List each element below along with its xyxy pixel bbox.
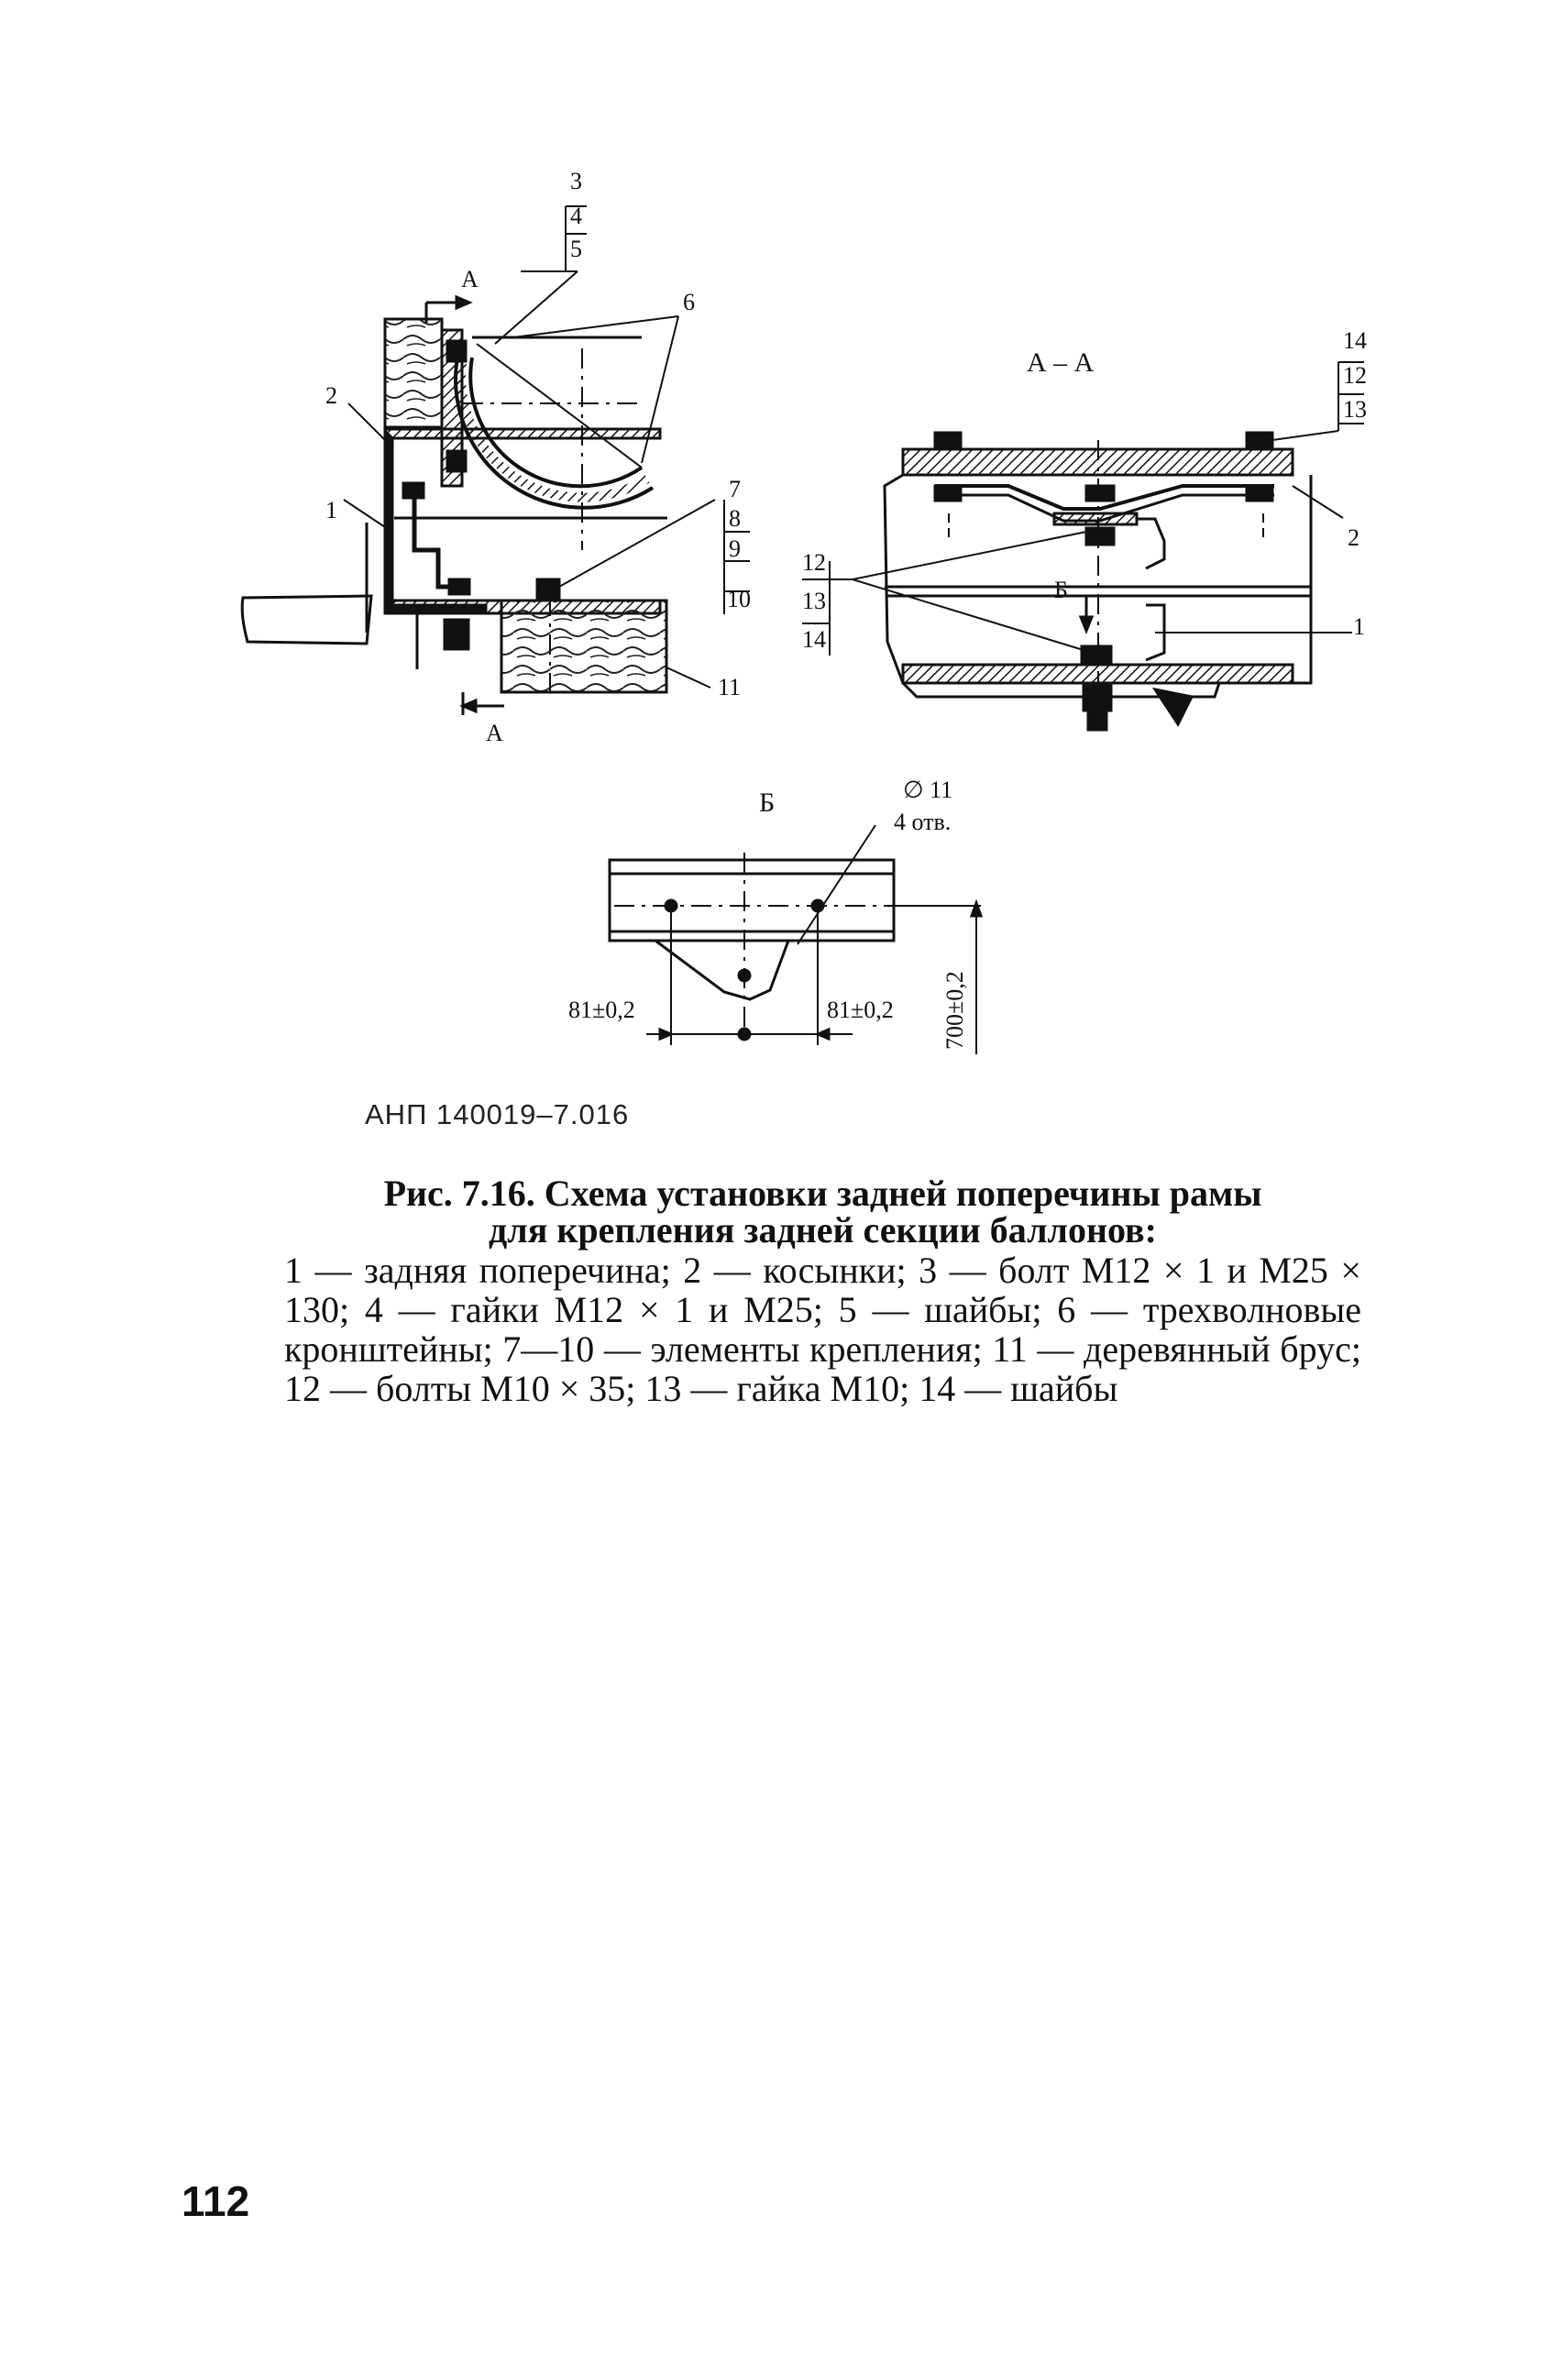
left-callout-13: 13 (802, 588, 826, 614)
callout-3: 3 (570, 168, 582, 194)
aa-callout-14: 14 (1343, 327, 1367, 354)
aa-callout-1: 1 (1353, 613, 1365, 640)
callout-5: 5 (570, 236, 582, 262)
dim-vertical: 700±0,2 (941, 971, 968, 1050)
hole-count: 4 отв. (894, 809, 952, 835)
wooden-block-lower (501, 601, 666, 692)
section-mark-a-bottom: А (486, 720, 503, 746)
left-callout-12: 12 (802, 549, 826, 576)
section-aa-title: А – А (1027, 347, 1095, 378)
section-aa-view (802, 362, 1364, 733)
callout-8: 8 (729, 505, 741, 532)
wooden-block-upper (385, 319, 442, 427)
aa-callout-12: 12 (1343, 362, 1367, 389)
aa-callout-2: 2 (1348, 524, 1359, 551)
view-b (610, 825, 981, 1054)
drawing-code: АНП 140019–7.016 (365, 1098, 630, 1130)
caption-title-line2: для крепления задней секции баллонов: (489, 1209, 1157, 1251)
section-mark-b: Б (1054, 577, 1068, 603)
callout-1: 1 (325, 497, 337, 523)
callout-7: 7 (729, 476, 741, 502)
callout-9: 9 (729, 535, 741, 562)
view-b-title: Б (759, 788, 776, 818)
callout-4: 4 (570, 203, 582, 229)
page-number: 112 (182, 2177, 250, 2225)
callout-11: 11 (718, 674, 742, 700)
callout-10: 10 (727, 586, 751, 612)
caption-body: 1 — задняя поперечина; 2 — косынки; 3 — болт М12 × 1 и М25 × 130; 4 — гайки М12 × 1 и М25; 5 — шайбы; 6 — трехволновые кронштейны; 7—10 — элементы крепления; 11 — деревянный брус; 12 — болты М10 × 35; 13 — гайка М10; 14 — шайбы (284, 1250, 1361, 1409)
main-view (242, 206, 750, 715)
hole-spec: ∅ 11 (903, 777, 953, 803)
callout-6: 6 (683, 289, 695, 315)
section-mark-a-top: А (461, 266, 479, 292)
dim-right: 81±0,2 (827, 997, 894, 1023)
aa-callout-13: 13 (1343, 396, 1367, 423)
left-callout-14: 14 (802, 626, 826, 653)
callout-2: 2 (325, 382, 337, 409)
caption-title-line1: Рис. 7.16. Схема установки задней поперечины рамы (383, 1173, 1262, 1214)
dim-left: 81±0,2 (568, 997, 635, 1023)
figure-caption (284, 1175, 1361, 1408)
